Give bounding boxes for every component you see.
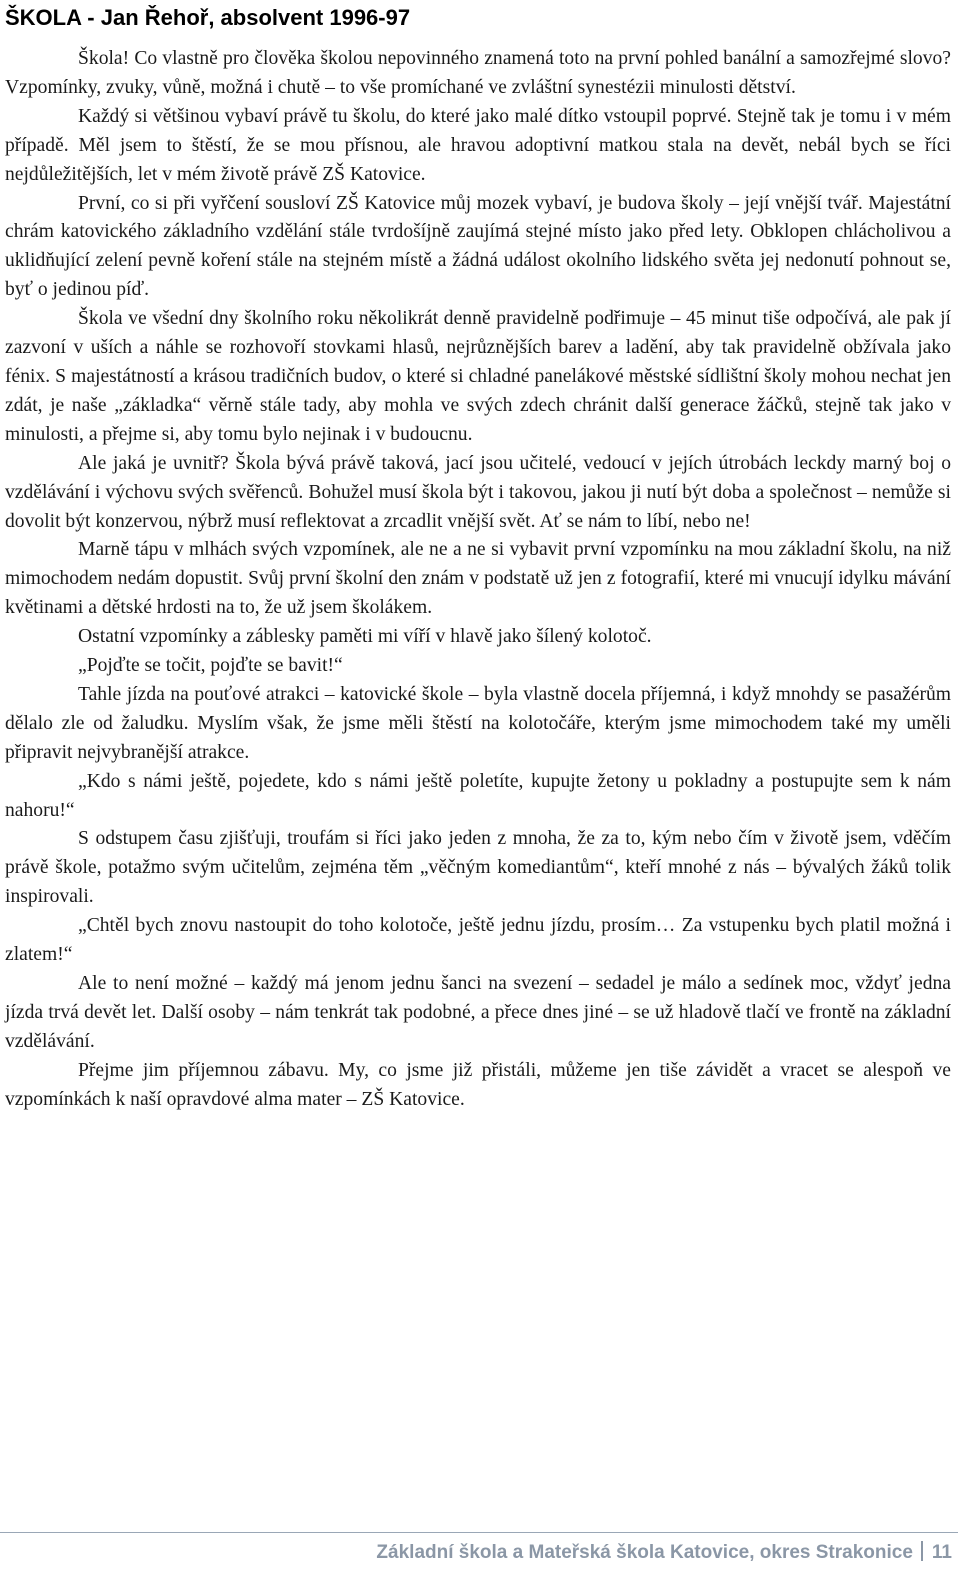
paragraph: Ale jaká je uvnitř? Škola bývá právě taková, jací jsou učitelé, vedoucí v jejích útrobách leckdy marný boj o vzdělávání i výchovu svých svěřenců. Bohužel musí škola být i takovou, jakou ji nutí být doba a společnost – nemůže si dovolit být konzervou, nýbrž musí reflektovat a zrcadlit vnější svět. Ať se nám to líbí, nebo ne! <box>5 452 951 532</box>
paragraph: Marně tápu v mlhách svých vzpomínek, ale ne a ne si vybavit první vzpomínku na mou základní školu, na niž mimochodem nedám dopustit. Svůj první školní den znám v podstatě už jen z fotografií, které mi vnucují idylku mávání květinami a dětské hrdosti na to, že už jsem školákem. <box>5 539 951 619</box>
footer-separator <box>921 1541 923 1561</box>
paragraph: Přejme jim příjemnou zábavu. My, co jsme již přistáli, můžeme jen tiše závidět a vracet se alespoň ve vzpomínkách k naší opravdové alma mater – ZŠ Katovice. <box>5 1059 951 1110</box>
paragraph-quote: „Kdo s námi ještě, pojedete, kdo s námi ještě poletíte, kupujte žetony u pokladny a postupujte sem k nám nahoru!“ <box>5 770 951 821</box>
page-footer <box>376 1541 952 1565</box>
paragraph: S odstupem času zjišťuji, troufám si říci jako jeden z mnoha, že za to, kým nebo čím v životě jsem, vděčím právě škole, potažmo svým učitelům, zejména těm „věčným komediantům“, kteří mnohé z nás – bývalých žáků tolik inspirovali. <box>5 828 951 908</box>
paragraph: Škola! Co vlastně pro člověka školou nepovinného znamená toto na první pohled banální a samozřejmé slovo? Vzpomínky, zvuky, vůně, možná i chutě – to vše promíchané ve zvláštní synestézii minulosti dětství. <box>5 48 951 98</box>
page-title: ŠKOLA - Jan Řehoř, absolvent 1996-97 <box>5 5 411 30</box>
paragraph: První, co si při vyřčení sousloví ZŠ Katovice můj mozek vybaví, je budova školy – její vnější tvář. Majestátní chrám katovického základního vzdělání stále tvrdošíjně zaujímá stejné místo jako před lety. Obklopen chlácholivou a uklidňující zelení pevně koření stále na stejném místě a žádná událost okolního lidského světa jej nedonutí pohnout se, byť o jedinou píď. <box>5 192 951 301</box>
paragraph: Ale to není možné – každý má jenom jednu šanci na svezení – sedadel je málo a sedínek moc, vždyť jedna jízda trvá devět let. Další osoby – nám tenkrát tak podobné, a přece dnes jiné – se už hladově tlačí ve frontě na základní vzdělávání. <box>5 973 951 1052</box>
footer-school-name: Základní škola a Mateřská škola Katovice, okres Strakonice <box>376 1542 913 1563</box>
paragraph: Ostatní vzpomínky a záblesky paměti mi víří v hlavě jako šílený kolotoč. <box>78 626 652 648</box>
paragraph-quote: „Pojďte se točit, pojďte se bavit!“ <box>78 655 343 677</box>
paragraph: Tahle jízda na pouťové atrakci – katovické škole – byla vlastně docela příjemná, i když mnohdy se pasažérům dělalo zle od žaludku. Myslím však, že jsme měli štěstí na kolotočáře, kterým jsme mimochodem také my uměli připravit nejvybranější atrakce. <box>5 683 951 763</box>
article-body <box>5 45 951 1115</box>
footer-divider <box>0 1532 958 1533</box>
paragraph: Každý si většinou vybaví právě tu školu, do které jako malé dítko vstoupil poprvé. Stejně tak je tomu i v mém případě. Měl jsem to štěstí, že se mou přísnou, ale hravou adoptivní matkou stala na devět, nebál bych se říci nejdůležitějších, let v mém životě právě ZŠ Katovice. <box>5 105 951 185</box>
paragraph-quote: „Chtěl bych znovu nastoupit do toho kolotoče, ještě jednu jízdu, prosím… Za vstupenku bych platil možná i zlatem!“ <box>5 915 951 966</box>
paragraph: Škola ve všední dny školního roku několikrát denně pravidelně podřimuje – 45 minut tiše odpočívá, ale pak jí zazvoní v uších a náhle se rozhovoří stovkami hlasů, nejrůznějších barev a ladění, aby tak pravidelně obžívala jako fénix. S majestátností a krásou tradičních budov, o které si chladné panelákové městské sídlištní školy mohou nechat jen zdát, je naše „základka“ věrně stále tady, aby mohla ve svých zdech chránit další generace žáčků, stejně tak jako v minulosti, a přejme si, aby tomu bylo nejinak i v budoucnu. <box>5 308 951 445</box>
page-number: 11 <box>931 1542 952 1563</box>
